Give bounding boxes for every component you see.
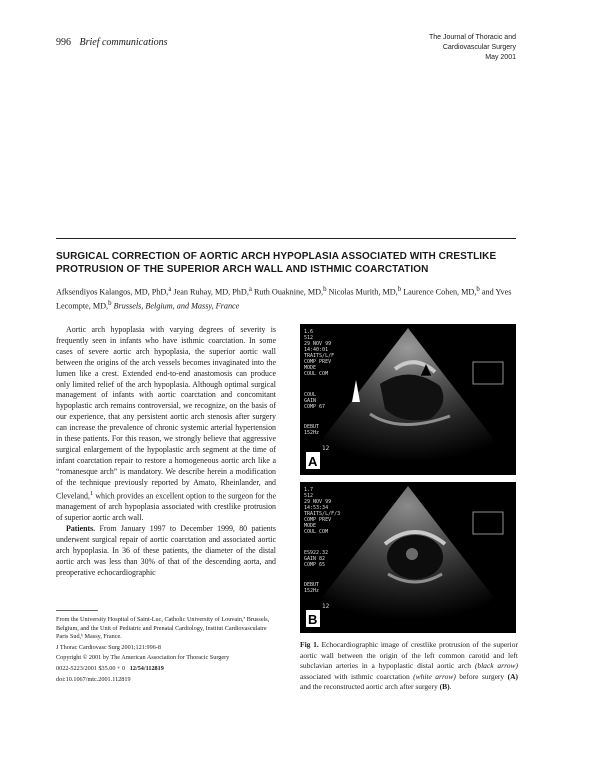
running-header-right bbox=[356, 33, 516, 63]
readout-line: MODE bbox=[304, 365, 317, 371]
body-text-column bbox=[56, 325, 276, 578]
readout-line: COMP 65 bbox=[304, 562, 326, 568]
readout-line: TRAITS/L/F bbox=[304, 353, 335, 359]
title-line-1: SURGICAL CORRECTION OF AORTIC ARCH HYPOPLASIA ASSOCIATED WITH CRESTLIKE bbox=[56, 251, 497, 262]
readout-line: GAIN bbox=[304, 398, 317, 404]
readout-line: 1.7 bbox=[304, 487, 314, 493]
author: Ruth Ouaknine, MD, bbox=[253, 287, 324, 297]
running-header-left bbox=[56, 37, 168, 48]
readout-line: COMP 67 bbox=[304, 404, 326, 410]
author: Laurence Cohen, MD, bbox=[403, 287, 477, 297]
panel-label: B bbox=[308, 612, 318, 627]
page-number: 996 bbox=[56, 37, 71, 48]
readout-line: DEBUT bbox=[304, 424, 320, 430]
title-line-2: PROTRUSION OF THE SUPERIOR ARCH WALL AND ISTHMIC COARCTATION bbox=[56, 264, 429, 275]
article-code: 0022-5223/2001 $35.00 + 0 12/54/112819 bbox=[56, 664, 164, 672]
readout-line: 29 NOV 99 bbox=[304, 341, 332, 347]
title-rule bbox=[56, 238, 516, 239]
author: Afksendiyos Kalangos, MD, PhD, bbox=[56, 287, 169, 297]
readout-line: 152Hz bbox=[304, 430, 320, 436]
readout-line: 29 NOV 99 bbox=[304, 499, 332, 505]
section-name: Brief communications bbox=[79, 37, 168, 48]
echo-image-a bbox=[300, 324, 516, 475]
readout-line: GAIN 82 bbox=[304, 556, 326, 562]
citation-note: J Thorac Cardiovasc Surg 2001;121:996-8 bbox=[56, 643, 161, 651]
author-location: Brussels, Belgium, and Massy, France bbox=[113, 301, 240, 311]
paragraph-patients: Patients. From January 1997 to December 1999, 80 patients underwent surgical repair of aortic coarctation and associated aortic arch hypoplasia. In 36 of these patients, the diameter of the distal aortic arch was less than 30% of that of the descending aorta, and preoperative echocardiographic bbox=[56, 523, 276, 577]
panel-label: A bbox=[308, 454, 318, 469]
readout-line: COMP PREV bbox=[304, 359, 332, 365]
depth-scale: 12 bbox=[322, 445, 330, 452]
readout-line: COUL bbox=[304, 392, 317, 398]
echo-image-b bbox=[300, 482, 516, 633]
readout-line: COMP PREV bbox=[304, 517, 332, 523]
issue-date: May 2001 bbox=[485, 54, 516, 61]
author: Nicolas Murith, MD, bbox=[328, 287, 398, 297]
readout-line: MODE bbox=[304, 523, 317, 529]
author: Jean Ruhay, MD, PhD, bbox=[173, 287, 249, 297]
paragraph-intro: Aortic arch hypoplasia with varying degrees of severity is frequently seen in infants who have isthmic coarctation. In some cases of severe aortic arch hypoplasia, the superior aortic wall between the origins of the arch vessels becomes invaginated into the lumen like a crest. Extended end-to-end anastomosis can produce only limited relief of the arch hypoplasia. Although optimal surgical management of infants with aortic coarctation and concomitant hypoplastic arch remains controversial, we recognize, on the basis of our experience, that any persistent aortic arch stenosis after surgery can increase the prevalence of chronic systemic arterial hypertension in these patients. For this reason, we strongly believe that aggressive surgical enlargement of the hypoplastic arch segment at the time of infant coarctation repair to restore a homogeneous aortic arch like a “romanesque arch” is mandatory. We describe herein a modification of the technique previously reported by Amato, Rheinlander, and Cleveland,$^1$ which provides an excellent option to the surgeon for the management of arch hypoplasia associated with crestlike protrusion of superior aortic arch wall. bbox=[56, 325, 276, 523]
readout-line: COUL COM bbox=[304, 529, 329, 535]
readout-line: 512 bbox=[304, 335, 314, 341]
reference-marker: 1 bbox=[89, 489, 94, 497]
readout-line: DEBUT bbox=[304, 582, 320, 588]
readout-line: 152Hz bbox=[304, 588, 320, 594]
run-in-heading: Patients. bbox=[66, 523, 96, 533]
journal-name-line2: Cardiovascular Surgery bbox=[442, 44, 516, 51]
echo-image-panel-a bbox=[300, 324, 516, 475]
copyright-note: Copyright © 2001 by The American Association for Thoracic Surgery bbox=[56, 654, 230, 662]
depth-scale: 12 bbox=[322, 603, 330, 610]
figure-caption: Fig 1. Echocardiographic image of crestlike protrusion of the superior aortic wall between the origin of the left common carotid and left subclavian arteries in a hypoplastic distal aortic arch (black arrow) associated with isthmic coarctation (white arrow) before surgery (A) and the reconstructed aortic arch after surgery (B). bbox=[300, 640, 519, 692]
echo-image-panel-b bbox=[300, 482, 516, 633]
article-title bbox=[56, 250, 516, 276]
footnotes bbox=[56, 616, 280, 686]
journal-name-line1: The Journal of Thoracic and bbox=[428, 34, 516, 41]
author-list: Afksendiyos Kalangos, MD, PhD,$^a$ Jean Ruhay, MD, PhD,$^a$ Ruth Ouaknine, MD,$^b$ Nicolas Murith, MD,$^b$ Laurence Cohen, MD,$^b$ and Yves Lecompte, MD,$^b$ Brussels, Belgium, and Massy, France bbox=[56, 286, 512, 311]
author: and Yves Lecompte, MD, bbox=[56, 287, 512, 311]
readout-line: COUL COM bbox=[304, 371, 329, 377]
readout-line: 1.6 bbox=[304, 329, 314, 335]
affiliation-note: From the University Hospital of Saint-Luc, Catholic University of Louvain,ª Brussels, Belgium, and the Unit of Pediatric and Prenatal Cardiology, Institut Cardiovasculaire Paris Sud,ᵇ Massy, France. bbox=[56, 616, 270, 641]
doi-note: doi:10.1067/mtc.2001.112819 bbox=[56, 675, 131, 683]
readout-line: 14:53:34 bbox=[304, 505, 329, 511]
readout-line: 14:40:01 bbox=[304, 347, 329, 353]
readout-line: 512 bbox=[304, 493, 314, 499]
readout-line: TRAITS/L/F/3 bbox=[304, 511, 341, 517]
readout-line: ES922.32 bbox=[304, 550, 329, 556]
footnote-rule bbox=[56, 610, 98, 611]
caption-label: Fig 1. bbox=[300, 640, 319, 649]
